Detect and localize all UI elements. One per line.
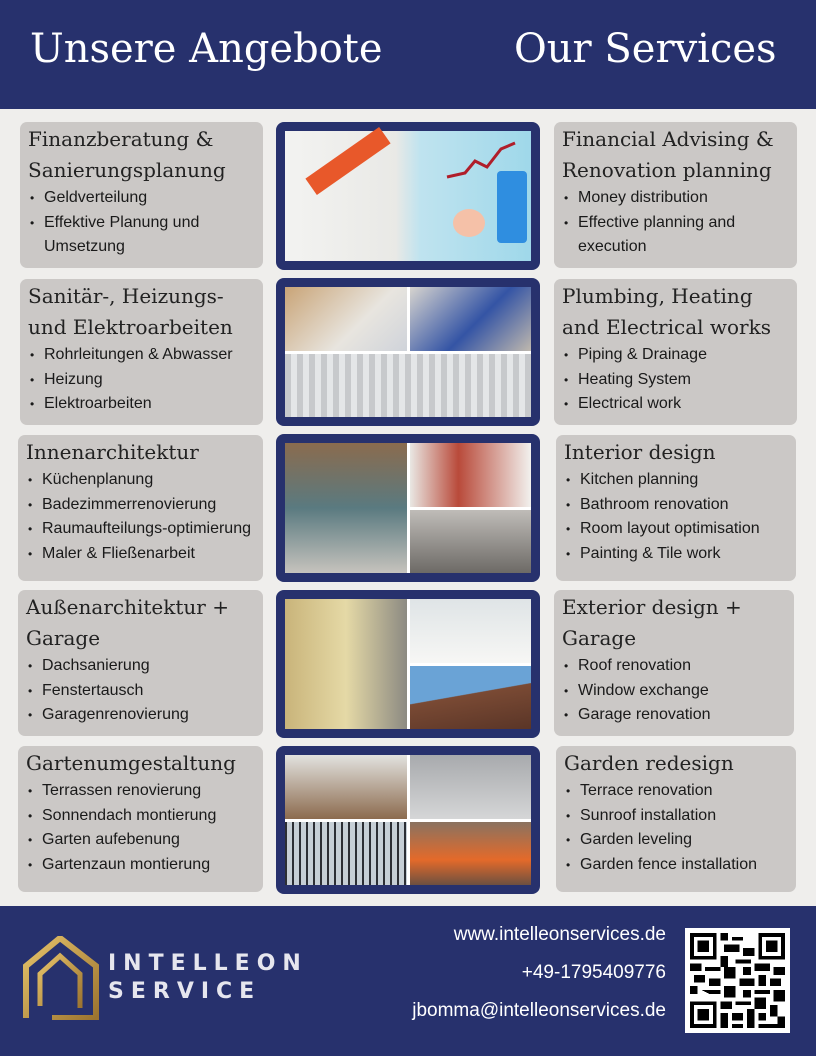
list-item: • Heating System xyxy=(562,368,789,393)
ceiling-photo xyxy=(410,510,532,574)
service-title: Interior design xyxy=(564,440,716,464)
email-link[interactable]: jbomma@intelleonservices.de xyxy=(412,1000,666,1021)
list-item: • Garagenrenovierung xyxy=(26,703,255,728)
list-item: • Terrassen renovierung xyxy=(26,779,255,804)
interior-image xyxy=(276,434,540,582)
list-item: • Room layout optimisation xyxy=(564,517,788,542)
excavator-photo xyxy=(410,822,532,886)
brand-name: INTELLEON SERVICE xyxy=(108,951,308,1004)
calculator-icon xyxy=(497,171,527,243)
list-item: • Sonnendach montierung xyxy=(26,804,255,829)
list-item: • Heizung xyxy=(28,368,255,393)
service-title: Innenarchitektur xyxy=(26,440,199,464)
header-banner xyxy=(0,0,816,109)
list-item: • Elektroarbeiten xyxy=(28,392,255,417)
list-item: • Garden leveling xyxy=(564,828,788,853)
service-title: Finanzberatung & Sanierungsplanung xyxy=(28,127,226,182)
piggybank-icon xyxy=(453,209,485,237)
list-item: • Roof renovation xyxy=(562,654,786,679)
terrace-photo xyxy=(410,755,532,819)
service-box-de-plumbing xyxy=(20,279,263,425)
list-item: • Effektive Planung und Umsetzung xyxy=(28,211,255,260)
list-item: • Sunroof installation xyxy=(564,804,788,829)
service-title: Gartenumgestaltung xyxy=(26,751,236,775)
service-box-de-exterior xyxy=(18,590,263,736)
garden-image xyxy=(276,746,540,894)
service-title: Financial Advising & Renovation planning xyxy=(562,127,774,182)
finance-image xyxy=(276,122,540,270)
list-item: • Window exchange xyxy=(562,679,786,704)
list-item: • Fenstertausch xyxy=(26,679,255,704)
list-item: • Garage renovation xyxy=(562,703,786,728)
list-item: • Terrace renovation xyxy=(564,779,788,804)
list-item: • Piping & Drainage xyxy=(562,343,789,368)
plumbing-image xyxy=(276,278,540,426)
service-box-en-garden xyxy=(556,746,796,892)
service-box-de-interior xyxy=(18,435,263,581)
website-link[interactable]: www.intelleonservices.de xyxy=(453,924,666,945)
title-english: Our Services xyxy=(514,26,777,72)
service-box-en-finance xyxy=(554,122,797,268)
qr-code-icon[interactable] xyxy=(685,928,790,1033)
service-box-de-finance xyxy=(20,122,263,268)
pipes-photo xyxy=(285,287,407,351)
growth-arrow-icon xyxy=(445,139,525,179)
list-item: • Rohrleitungen & Abwasser xyxy=(28,343,255,368)
list-item: • Maler & Fließenarbeit xyxy=(26,542,255,567)
roof-photo xyxy=(410,666,532,730)
list-item: • Kitchen planning xyxy=(564,468,788,493)
service-box-en-exterior xyxy=(554,590,794,736)
list-item: • Electrical work xyxy=(562,392,789,417)
service-title: Außenarchitektur + Garage xyxy=(26,595,229,650)
service-box-de-garden xyxy=(18,746,263,892)
list-item: • Painting & Tile work xyxy=(564,542,788,567)
title-german: Unsere Angebote xyxy=(30,26,383,72)
floor-heating-photo xyxy=(285,354,531,418)
kitchen-photo xyxy=(285,443,407,573)
phone-number[interactable]: +49-1795409776 xyxy=(521,962,666,983)
window-photo xyxy=(410,599,532,663)
list-item: • Garten aufebenung xyxy=(26,828,255,853)
list-item: • Effective planning and execution xyxy=(562,211,789,260)
service-title: Sanitär-, Heizungs- und Elektroarbeiten xyxy=(28,284,233,339)
footer xyxy=(0,906,816,1056)
list-item: • Money distribution xyxy=(562,186,789,211)
heating-unit-photo xyxy=(410,287,532,351)
list-item: • Dachsanierung xyxy=(26,654,255,679)
level-tool-icon xyxy=(305,127,390,195)
service-title: Plumbing, Heating and Electrical works xyxy=(562,284,771,339)
list-item: • Küchenplanung xyxy=(26,468,255,493)
insulation-photo xyxy=(285,599,407,729)
list-item: • Bathroom renovation xyxy=(564,493,788,518)
stairs-photo xyxy=(410,443,532,507)
list-item: • Geldverteilung xyxy=(28,186,255,211)
list-item: • Raumaufteilungs-optimierung xyxy=(26,517,255,542)
service-box-en-interior xyxy=(556,435,796,581)
list-item: • Gartenzaun montierung xyxy=(26,853,255,878)
service-box-en-plumbing xyxy=(554,279,797,425)
exterior-image xyxy=(276,590,540,738)
house-logo-icon xyxy=(22,936,100,1020)
service-title: Garden redesign xyxy=(564,751,734,775)
list-item: • Badezimmerrenovierung xyxy=(26,493,255,518)
soil-photo xyxy=(285,755,407,819)
fence-photo xyxy=(285,822,407,886)
service-title: Exterior design + Garage xyxy=(562,595,742,650)
list-item: • Garden fence installation xyxy=(564,853,788,878)
